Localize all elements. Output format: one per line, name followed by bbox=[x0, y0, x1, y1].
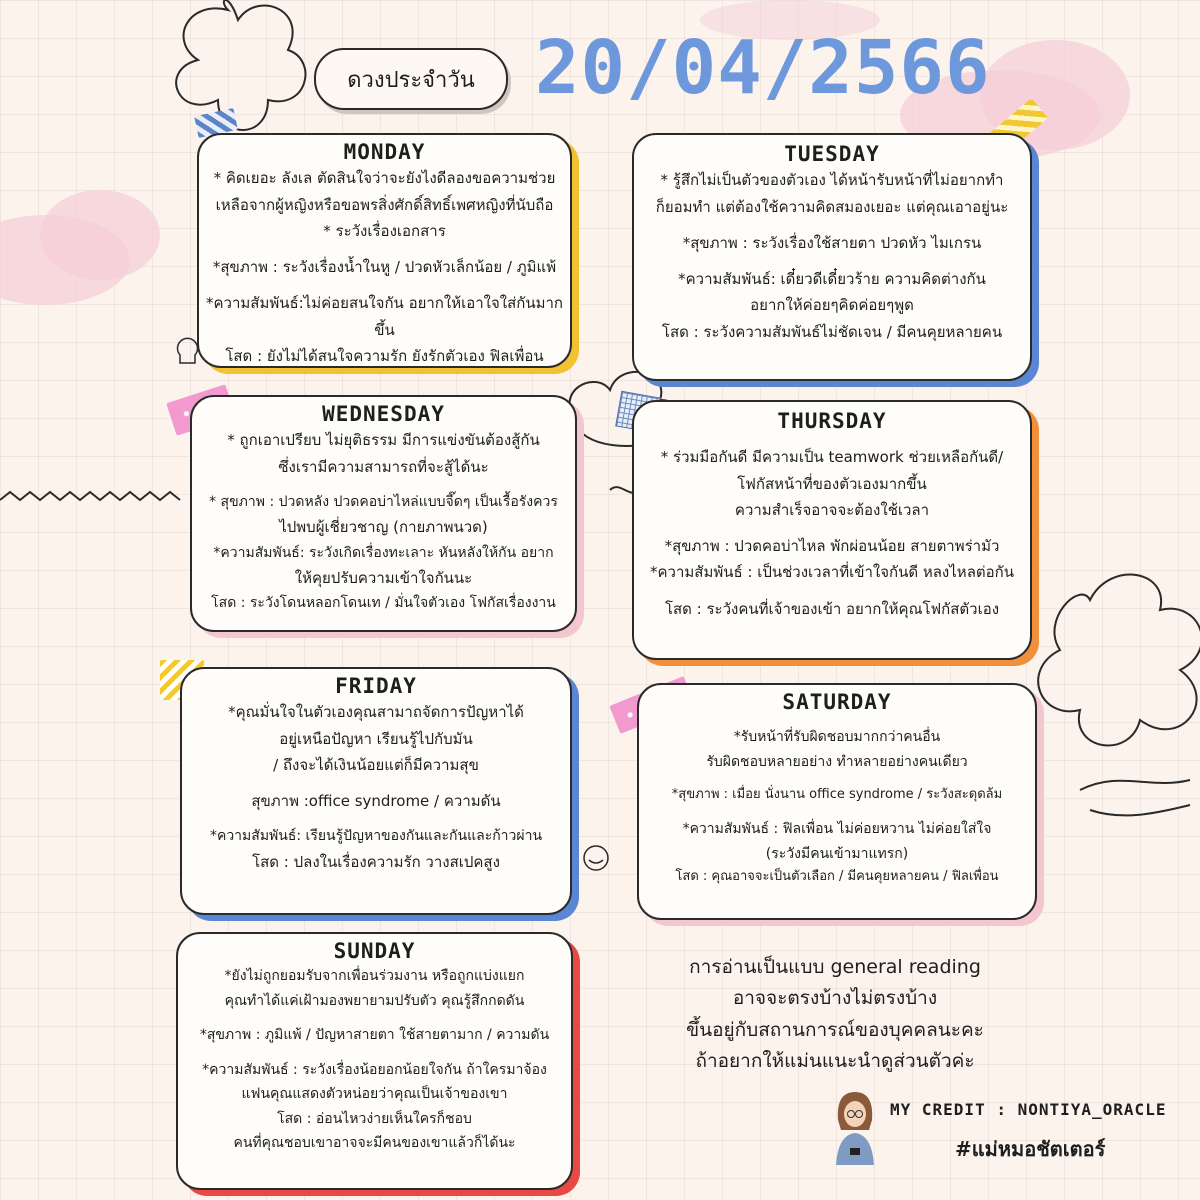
lightbulb-doodle bbox=[177, 338, 197, 363]
relationship-line: อยากให้ค่อยๆคิดค่อยๆพูด bbox=[750, 296, 914, 315]
saturday-card bbox=[637, 683, 1037, 920]
credit-hashtag: #แม่หมอชัตเตอร์ bbox=[955, 1137, 1106, 1161]
relationship-line: *ความสัมพันธ์ : เป็นช่วงเวลาที่เข้าใจกันดี หลงไหลต่อกัน bbox=[650, 563, 1014, 582]
smiley-doodle bbox=[584, 846, 608, 870]
day-title: SUNDAY bbox=[333, 939, 416, 963]
single-line: โสด : ระวังคนที่เจ้าของเข้า อยากให้คุณโฟกัสตัวเอง bbox=[664, 599, 1000, 618]
horoscope-line: * ระวังเรื่องเอกสาร bbox=[323, 221, 446, 240]
health-line: *สุขภาพ : ระวังเรื่องน้ำในหู / ปวดหัวเล็กน้อย / ภูมิแพ้ bbox=[212, 258, 557, 276]
horoscope-line: * ถูกเอาเปรียบ ไม่ยุติธรรม มีการแข่งขันต้องสู้กัน bbox=[227, 431, 540, 450]
horoscope-line: * รู้สึกไม่เป็นตัวของตัวเอง ได้หน้ารับหน้าที่ไม่อยากทำ bbox=[660, 171, 1004, 190]
relationship-line: *ความสัมพันธ์ : ระวังเรื่องน้อยอกน้อยใจกัน ถ้าใครมาจ้อง bbox=[202, 1061, 547, 1078]
horoscope-line: * คิดเยอะ ลังเล ตัดสินใจว่าจะยังไงดีลองขอความช่วย bbox=[213, 169, 556, 188]
wednesday-card bbox=[190, 395, 577, 632]
note-line: การอ่านเป็นแบบ general reading bbox=[689, 956, 981, 978]
relationship-line: *ความสัมพันธ์:ไม่ค่อยสนใจกัน อยากให้เอาใจใส่กันมากขึ้น bbox=[206, 294, 563, 339]
relationship-line: *ความสัมพันธ์: เรียนรู้ปัญหาของกันและกันและก้าวผ่าน bbox=[209, 828, 543, 845]
flower-doodle bbox=[1038, 575, 1200, 746]
single-line: โสด : คุณอาจจะเป็นตัวเลือก / มีคนคุยหลายคน / ฟิลเพื่อน bbox=[675, 869, 999, 884]
relationship-line: *ความสัมพันธ์: ระวังเกิดเรื่องทะเลาะ หันหลังให้กัน อยาก bbox=[213, 544, 554, 561]
day-title: FRIDAY bbox=[335, 674, 417, 698]
single-line: โสด : ปลงในเรื่องความรัก วางสเปคสูง bbox=[252, 852, 500, 871]
horoscope-line: * ร่วมมือกันดี มีความเป็น teamwork ช่วยเหลือกันดี/ bbox=[660, 448, 1004, 467]
relationship-line: *ความสัมพันธ์ : ฟิลเพื่อน ไม่ค่อยหวาน ไม่ค่อยใส่ใจ bbox=[682, 821, 992, 837]
day-title: SATURDAY bbox=[782, 690, 892, 714]
horoscope-line: อยู่เหนือปัญหา เรียนรู้ไปกับมัน bbox=[279, 729, 473, 748]
daily-horoscope-label: ดวงประจำวัน bbox=[314, 48, 508, 110]
single-line: โสด : ระวังความสัมพันธ์ไม่ชัดเจน / มีคนคุยหลายคน bbox=[661, 322, 1003, 341]
horoscope-line: / ถึงจะได้เงินน้อยแต่ก็มีความสุข bbox=[273, 755, 479, 774]
monday-card bbox=[197, 133, 572, 368]
horoscope-line: ก็ยอมทำ แต่ต้องใช้ความคิดสมองเยอะ แต่คุณเอาอยู่นะ bbox=[655, 197, 1009, 216]
day-title: WEDNESDAY bbox=[322, 402, 445, 426]
day-title: TUESDAY bbox=[784, 142, 880, 166]
horoscope-line: *คุณมั่นใจในตัวเองคุณสามาถจัดการปัญหาได้ bbox=[228, 703, 524, 722]
note-line: ถ้าอยากให้แม่นแนะนำดูส่วนตัวค่ะ bbox=[695, 1050, 975, 1073]
note-line: อาจจะตรงบ้างไม่ตรงบ้าง bbox=[732, 987, 938, 1010]
friday-card bbox=[180, 667, 572, 915]
avatar bbox=[830, 1090, 880, 1165]
single-line: โสด : อ่อนไหวง่ายเห็นใครก็ชอบ bbox=[277, 1110, 472, 1127]
horoscope-line: โฟกัสหน้าที่ของตัวเองมากขึ้น bbox=[737, 474, 927, 493]
note-line: ขึ้นอยู่กับสถานการณ์ของบุคคลนะคะ bbox=[686, 1018, 984, 1041]
health-line: ไปพบผู้เชี่ยวชาญ (กายภาพนวด) bbox=[279, 518, 488, 537]
health-line: *สุขภาพ : ปวดคอบ่าไหล พักผ่อนน้อย สายตาพร่ามัว bbox=[664, 537, 1000, 555]
health-line: *สุขภาพ : ภูมิแพ้ / ปัญหาสายตา ใช้สายตามาก / ความดัน bbox=[199, 1027, 550, 1044]
health-line: สุขภาพ :office syndrome / ความดัน bbox=[251, 792, 501, 810]
horoscope-line: ความสำเร็จอาจจะต้องใช้เวลา bbox=[734, 500, 930, 519]
horoscope-line: *รับหน้าที่รับผิดชอบมากกว่าคนอื่น bbox=[733, 729, 941, 746]
relationship-line: (ระวังมีคนเข้ามาแทรก) bbox=[765, 845, 909, 862]
sunday-card bbox=[176, 932, 573, 1190]
zigzag-doodle bbox=[0, 492, 180, 500]
relationship-line: ให้คุยปรับความเข้าใจกันนะ bbox=[294, 569, 473, 587]
leaf-doodle bbox=[1080, 780, 1190, 815]
health-line: * สุขภาพ : ปวดหลัง ปวดคอบ่าไหล่แบบจี๊ดๆ เป็นเรื้อรังควร bbox=[209, 493, 558, 510]
single-line: โสด : ยังไม่ได้สนใจความรัก ยังรักตัวเอง ฟิลเพื่อน bbox=[225, 346, 544, 365]
health-line: *สุขภาพ : ระวังเรื่องใช้สายตา ปวดหัว ไมเกรน bbox=[682, 233, 982, 252]
single-line: คนที่คุณชอบเขาอาจจะมีคนของเขาแล้วก็ได้นะ bbox=[233, 1135, 516, 1152]
horoscope-line: *ยังไม่ถูกยอมรับจากเพื่อนร่วมงาน หรือถูกแบ่งแยก bbox=[224, 968, 525, 985]
horoscope-line: รับผิดชอบหลายอย่าง ทำหลายอย่างคนเดียว bbox=[706, 753, 968, 770]
tuesday-card bbox=[632, 133, 1032, 381]
day-title: THURSDAY bbox=[777, 409, 887, 433]
credit-line: MY CREDIT : NONTIYA_ORACLE bbox=[890, 1100, 1167, 1119]
thursday-card bbox=[632, 400, 1032, 660]
flower-doodle bbox=[176, 0, 305, 130]
day-title: MONDAY bbox=[343, 140, 426, 164]
page-date: 20/04/2566 bbox=[535, 25, 991, 111]
horoscope-line: ซึ่งเรามีความสามารถที่จะสู้ได้นะ bbox=[278, 457, 489, 476]
health-line: *สุขภาพ : เมื่อย นั่งนาน office syndrome / ระวังสะดุดล้ม bbox=[671, 787, 1003, 803]
relationship-line: *ความสัมพันธ์: เดี๋ยวดีเดี๋ยวร้าย ความคิดต่างกัน bbox=[678, 270, 986, 288]
horoscope-line: คุณทำได้แค่เฝ้ามองพยายามปรับตัว คุณรู้สึกกดดัน bbox=[224, 992, 525, 1009]
reading-note bbox=[640, 952, 1030, 1077]
relationship-line: แฟนคุณแสดงตัวหน่อยว่าคุณเป็นเจ้าของเขา bbox=[241, 1086, 508, 1103]
horoscope-line: เหลือจากผู้หญิงหรือขอพรสิ่งศักดิ์สิทธิ์เพศหญิงที่นับถือ bbox=[215, 195, 554, 214]
single-line: โสด : ระวังโดนหลอกโดนเท / มั่นใจตัวเอง โฟกัสเรื่องงาน bbox=[211, 595, 556, 612]
